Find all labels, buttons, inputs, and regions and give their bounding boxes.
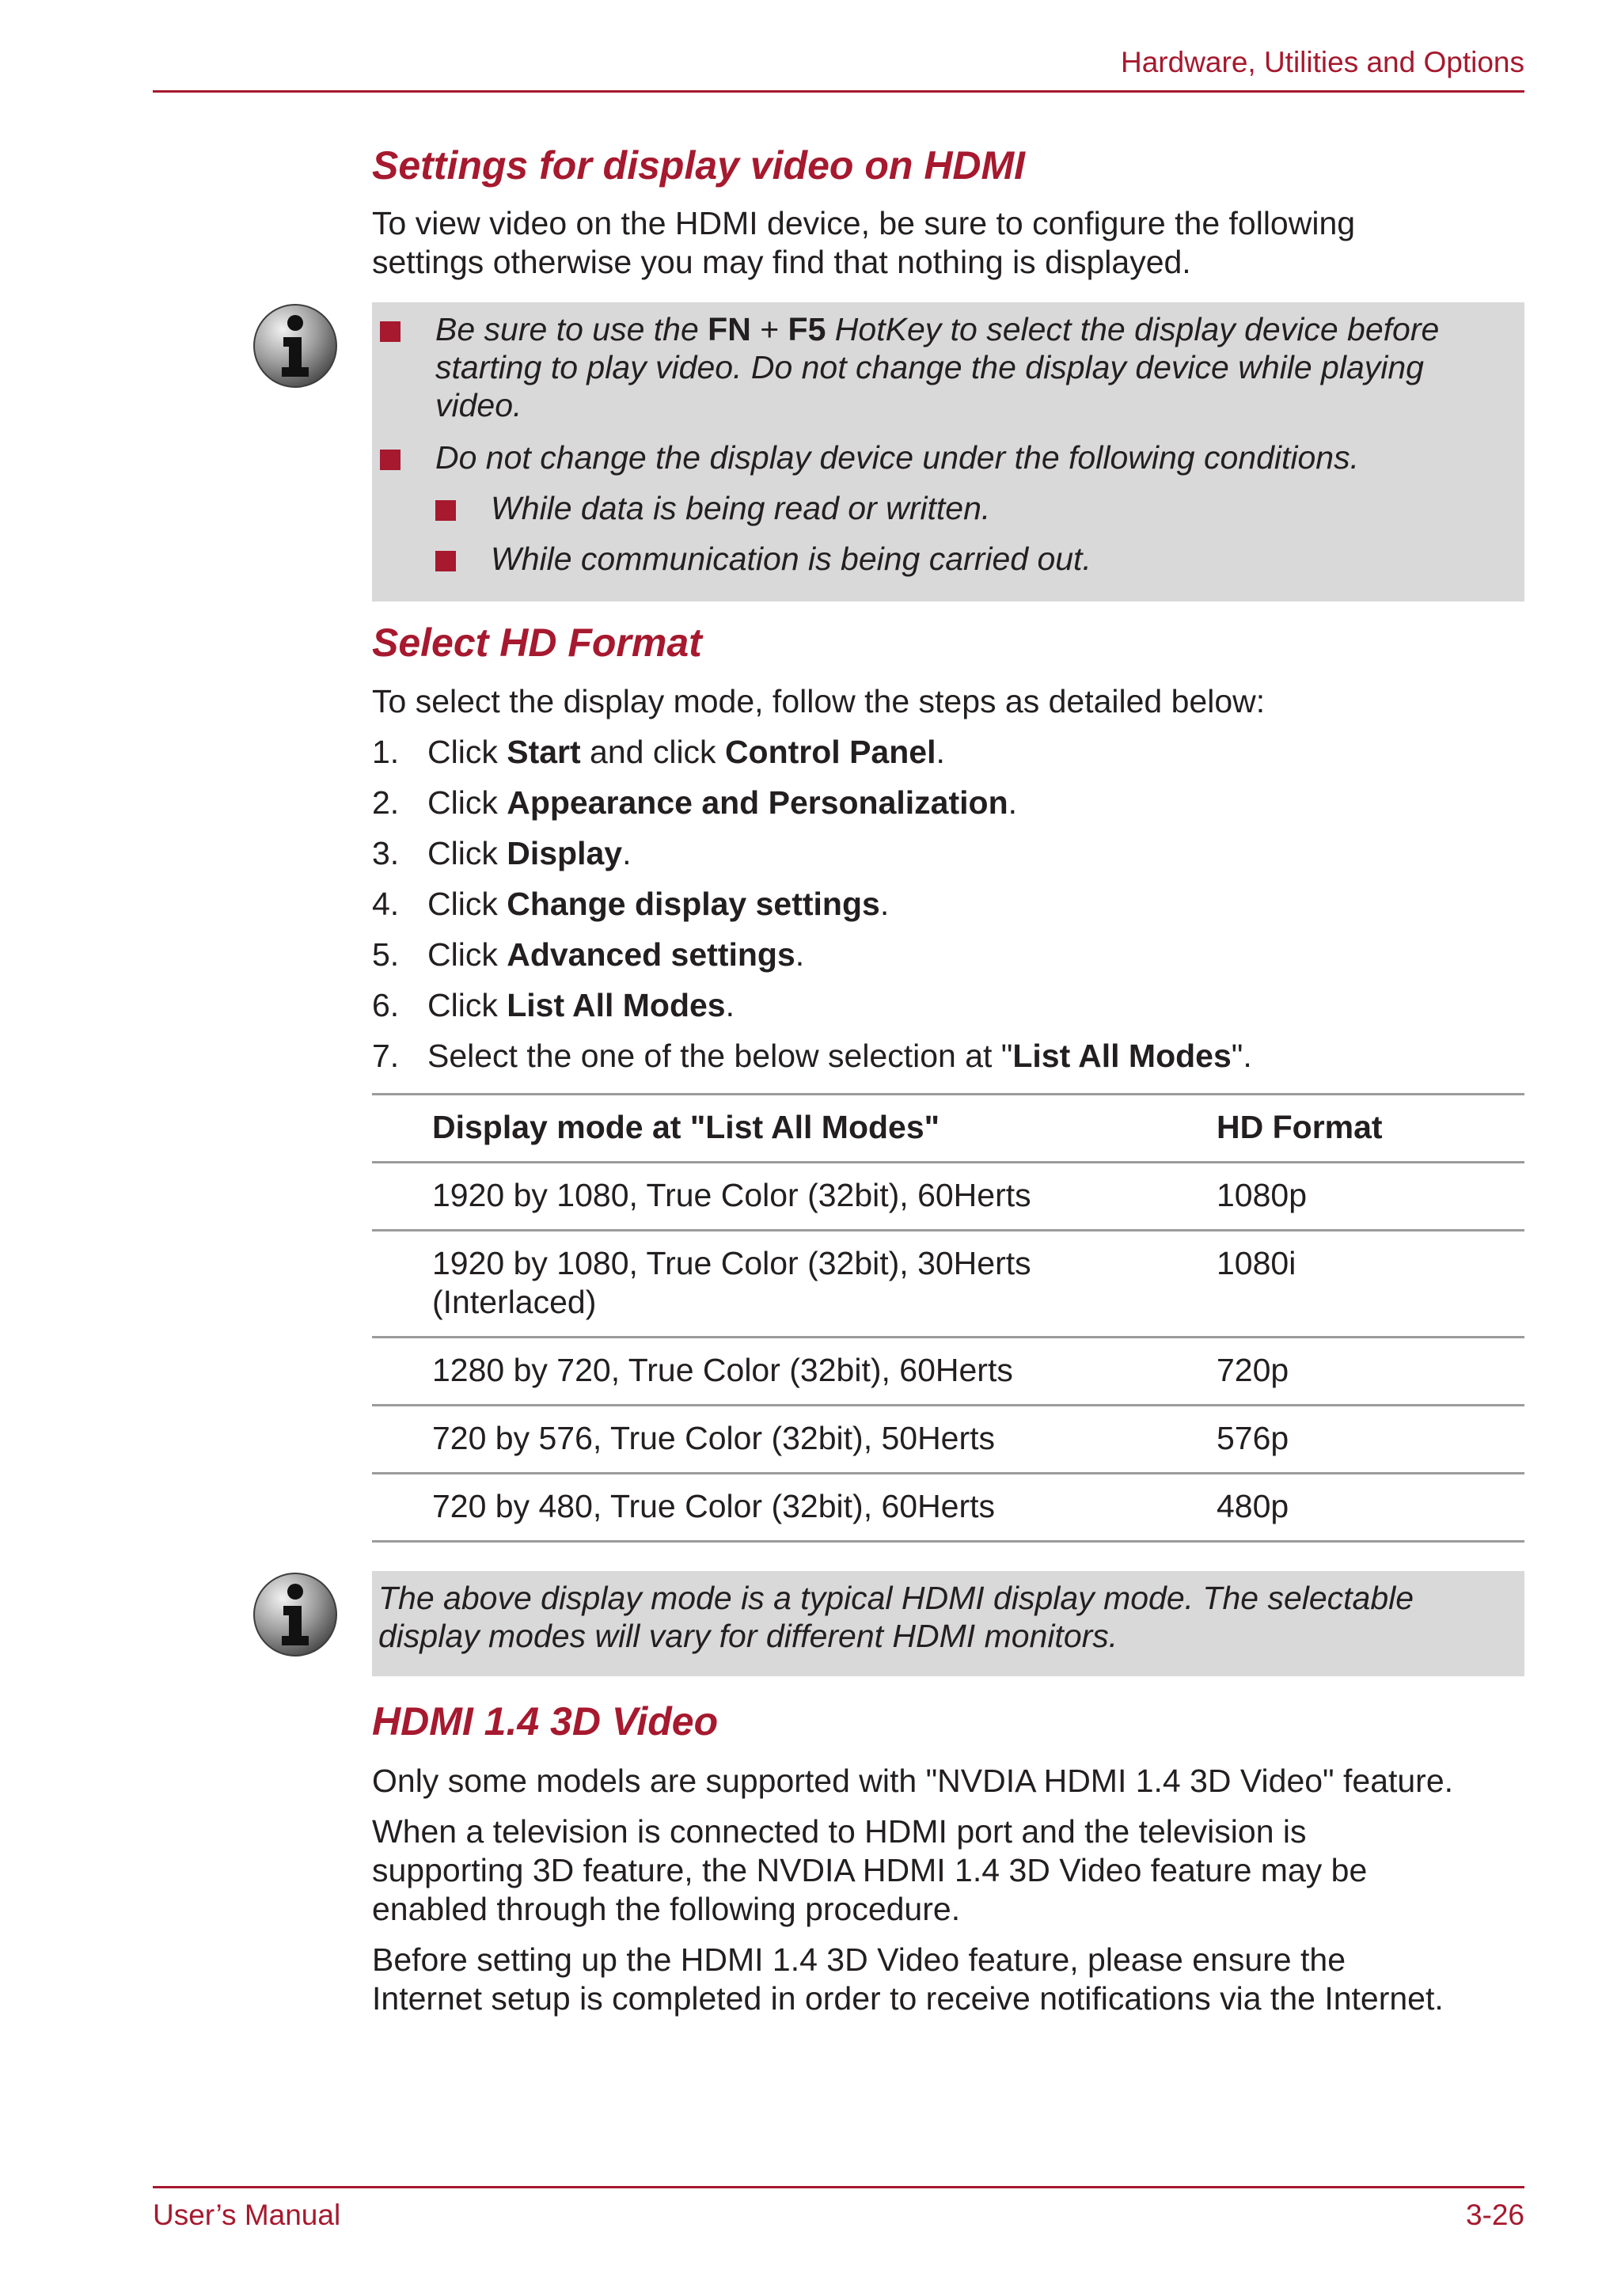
note1-item1 — [435, 310, 1520, 424]
note-box-1 — [372, 302, 1524, 602]
footer-manual-title: User’s Manual — [153, 2199, 341, 2231]
note1-item1-text-a: Be sure to use the — [435, 311, 708, 347]
square-bullet-icon — [380, 450, 401, 470]
note2-line2: display modes will vary for different HDMI monitors. — [378, 1618, 1118, 1654]
step-text: Click — [427, 734, 507, 770]
settings-intro-line1: To view video on the HDMI device, be sure to configure the following — [372, 205, 1356, 241]
note1-subitem1: While data is being read or written. — [491, 490, 991, 526]
step-text: Click — [427, 784, 507, 821]
table-cell-mode: 1920 by 1080, True Color (32bit), 60Herts — [432, 1177, 1031, 1213]
note2-line1: The above display mode is a typical HDMI display mode. The selectable — [378, 1580, 1414, 1616]
step-text: . — [879, 886, 890, 922]
note1-subitem2: While communication is being carried out. — [491, 541, 1091, 577]
table-header-mode: Display mode at "List All Modes" — [432, 1109, 940, 1145]
table-header-format: HD Format — [1217, 1109, 1383, 1145]
header-rule — [153, 90, 1524, 93]
step-number: 7. — [372, 1038, 400, 1074]
hdmi3d-p1: Only some models are supported with "NVDIA HDMI 1.4 3D Video" feature. — [372, 1763, 1454, 1799]
running-header: Hardware, Utilities and Options — [1121, 46, 1524, 78]
step-text: Click — [427, 835, 507, 871]
table-rule — [372, 1404, 1524, 1406]
ui-label-control-panel: Control Panel — [724, 734, 936, 770]
step-number: 3. — [372, 835, 400, 871]
step-text: Click — [427, 886, 507, 922]
table-rule — [372, 1336, 1524, 1338]
square-bullet-icon — [380, 321, 401, 342]
note1-item1-line2: starting to play video. Do not change the display device while playing — [435, 349, 1424, 385]
ui-label-list-all-modes: List All Modes — [507, 987, 726, 1023]
table-cell-mode-line1: 1920 by 1080, True Color (32bit), 30Herts — [432, 1245, 1031, 1281]
hdmi3d-p2-line2: supporting 3D feature, the NVDIA HDMI 1.4 3D Video feature may be — [372, 1852, 1368, 1888]
section-title-settings: Settings for display video on HDMI — [372, 143, 1026, 188]
step-text: Click — [427, 936, 507, 973]
step-text: . — [725, 987, 735, 1023]
key-f5: F5 — [788, 311, 826, 347]
info-icon — [252, 1571, 339, 1658]
table-cell-mode — [432, 1244, 1145, 1322]
table-rule-top — [372, 1093, 1524, 1095]
step-number: 1. — [372, 734, 400, 770]
note1-item1-text-b: HotKey to select the display device before — [826, 311, 1440, 347]
hdmi3d-p3-line2: Internet setup is completed in order to receive notifications via the Internet. — [372, 1980, 1444, 2017]
page-number: 3-26 — [1465, 2199, 1524, 2231]
note1-item2: Do not change the display device under the following conditions. — [435, 439, 1359, 476]
key-fn: FN — [708, 311, 751, 347]
step-number: 6. — [372, 987, 400, 1023]
table-rule — [372, 1229, 1524, 1231]
table-cell-mode: 720 by 480, True Color (32bit), 60Herts — [432, 1488, 996, 1524]
ui-label-display: Display — [507, 835, 623, 871]
note1-item1-line3: video. — [435, 387, 522, 423]
step-text: and click — [580, 734, 725, 770]
step-text: . — [1008, 784, 1018, 821]
table-cell-format: 1080p — [1217, 1177, 1308, 1213]
table-rule — [372, 1472, 1524, 1474]
table-cell-format: 1080i — [1217, 1245, 1296, 1281]
step-number: 5. — [372, 936, 400, 973]
ui-label-appearance: Appearance and Personalization — [507, 784, 1008, 821]
key-plus: + — [750, 311, 788, 347]
step-text: ". — [1231, 1038, 1252, 1074]
hdmi3d-p3-line1: Before setting up the HDMI 1.4 3D Video feature, please ensure the — [372, 1941, 1346, 1978]
step-text: . — [936, 734, 945, 770]
step-text: Select the one of the below selection at " — [427, 1038, 1013, 1074]
step-text: . — [795, 936, 805, 973]
step-number: 2. — [372, 784, 400, 821]
ui-label-change-display: Change display settings — [507, 886, 880, 922]
note-box-2 — [372, 1571, 1524, 1676]
table-cell-mode: 720 by 576, True Color (32bit), 50Herts — [432, 1420, 996, 1456]
table-rule-bottom — [372, 1540, 1524, 1543]
hdmi3d-p2-line3: enabled through the following procedure. — [372, 1891, 961, 1927]
table-cell-mode-line2: (Interlaced) — [432, 1284, 597, 1320]
ui-label-advanced: Advanced settings — [507, 936, 795, 973]
square-bullet-icon — [435, 500, 456, 521]
ui-label-list-all-modes: List All Modes — [1012, 1038, 1232, 1074]
section-title-hdmi3d: HDMI 1.4 3D Video — [372, 1699, 719, 1744]
section-title-hd-format: Select HD Format — [372, 620, 702, 665]
hdmi3d-p2-line1: When a television is connected to HDMI port and the television is — [372, 1813, 1307, 1850]
hd-format-intro: To select the display mode, follow the steps as detailed below: — [372, 683, 1266, 719]
table-cell-format: 576p — [1217, 1420, 1289, 1456]
ui-label-start: Start — [507, 734, 581, 770]
step-number: 4. — [372, 886, 400, 922]
table-cell-format: 720p — [1217, 1352, 1289, 1388]
footer-rule — [153, 2186, 1524, 2188]
table-rule — [372, 1161, 1524, 1163]
step-text: Click — [427, 987, 507, 1023]
square-bullet-icon — [435, 551, 456, 571]
step-text: . — [622, 835, 632, 871]
table-cell-mode: 1280 by 720, True Color (32bit), 60Herts — [432, 1352, 1013, 1388]
info-icon — [252, 302, 339, 389]
table-cell-format: 480p — [1217, 1488, 1289, 1524]
settings-intro-line2: settings otherwise you may find that nothing is displayed. — [372, 244, 1191, 280]
